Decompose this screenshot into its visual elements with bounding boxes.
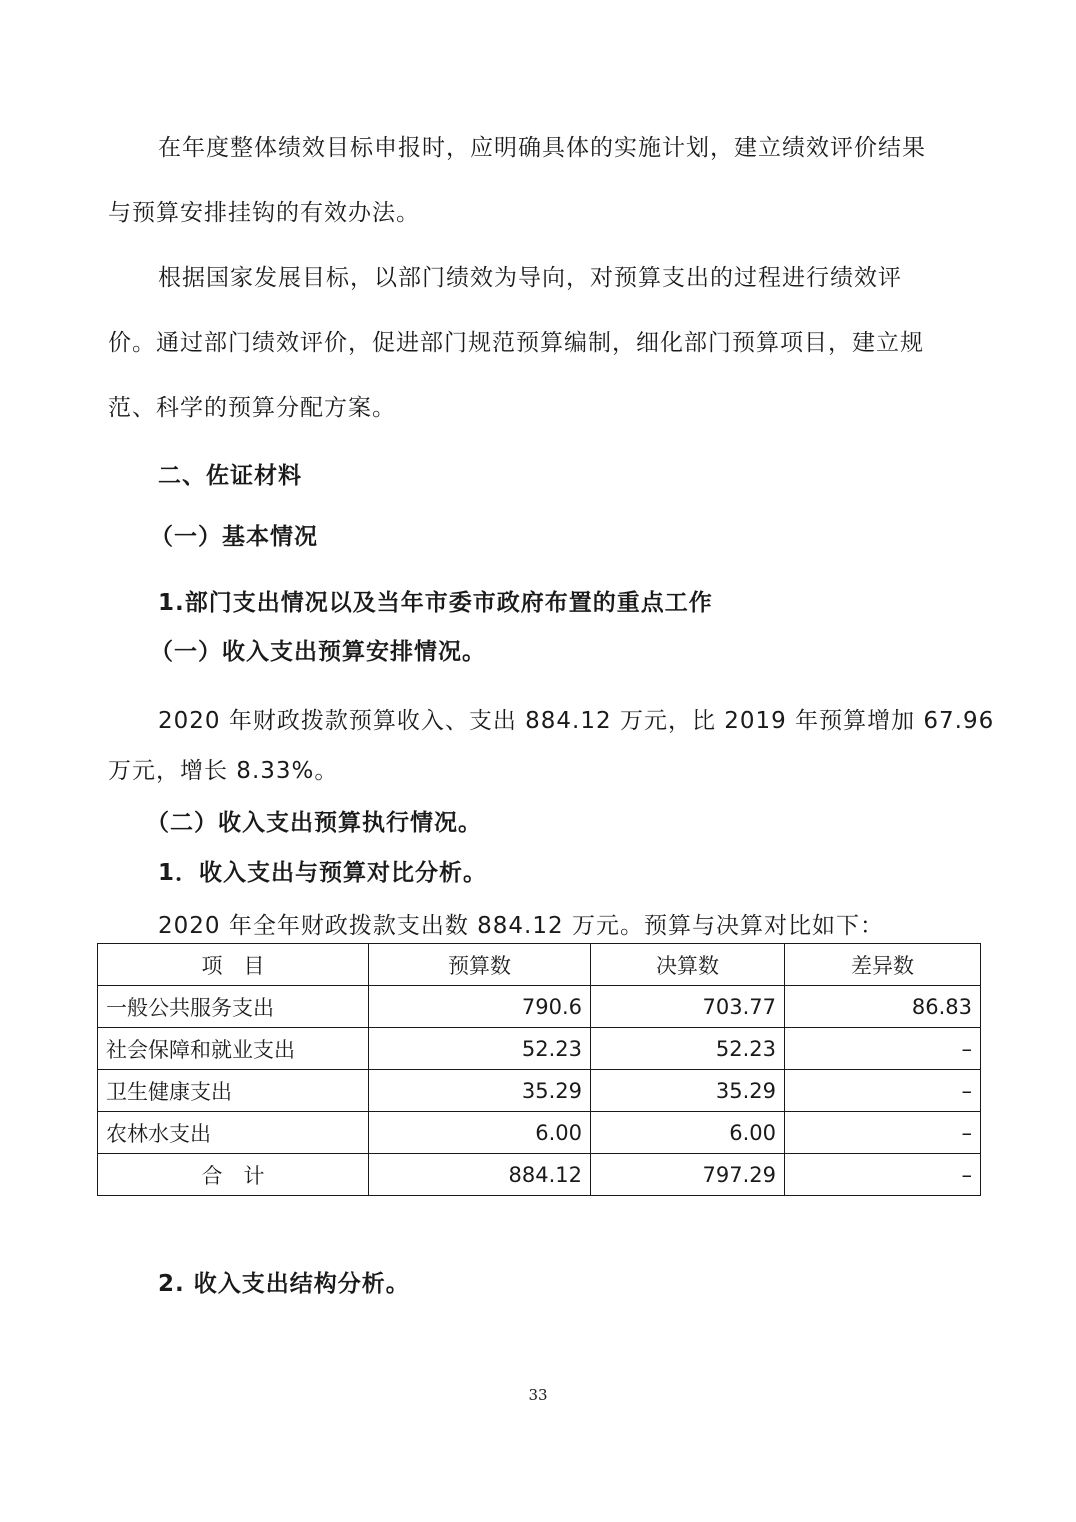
row-actual: 52.23 — [591, 1028, 785, 1070]
header-difference: 差异数 — [785, 944, 981, 986]
row-budget: 6.00 — [369, 1112, 591, 1154]
row-item: 农林水支出 — [98, 1112, 369, 1154]
paragraph-2-line-1: 根据国家发展目标，以部门绩效为导向，对预算支出的过程进行绩效评 — [158, 265, 902, 291]
subheading-basic-situation: （一）基本情况 — [150, 524, 318, 550]
table-row — [98, 1070, 981, 1112]
budget-comparison-table — [97, 943, 981, 1196]
row-actual: 6.00 — [591, 1112, 785, 1154]
total-budget: 884.12 — [369, 1154, 591, 1196]
row-budget: 35.29 — [369, 1070, 591, 1112]
paragraph-2-line-3: 范、科学的预算分配方案。 — [108, 395, 396, 421]
table-row — [98, 1112, 981, 1154]
total-label: 合 计 — [98, 1154, 369, 1196]
page-number: 33 — [528, 1386, 548, 1404]
header-item: 项 目 — [98, 944, 369, 986]
subheading-budget-arrangement: （一）收入支出预算安排情况。 — [150, 639, 486, 665]
table-intro: 2020 年全年财政拨款支出数 884.12 万元。预算与决算对比如下： — [158, 913, 884, 939]
subheading-structure-analysis: 2. 收入支出结构分析。 — [158, 1271, 410, 1297]
subheading-department-expenditure: 1.部门支出情况以及当年市委市政府布置的重点工作 — [158, 590, 713, 616]
row-difference: – — [785, 1028, 981, 1070]
paragraph-1-line-1: 在年度整体绩效目标申报时，应明确具体的实施计划，建立绩效评价结果 — [158, 135, 926, 161]
row-budget: 52.23 — [369, 1028, 591, 1070]
table-header-row — [98, 944, 981, 986]
paragraph-1-line-2: 与预算安排挂钩的有效办法。 — [108, 200, 420, 226]
table-row — [98, 1028, 981, 1070]
paragraph-2-line-2: 价。通过部门绩效评价，促进部门规范预算编制，细化部门预算项目，建立规 — [108, 330, 924, 356]
header-budget: 预算数 — [369, 944, 591, 986]
table-row — [98, 986, 981, 1028]
row-item: 卫生健康支出 — [98, 1070, 369, 1112]
total-actual: 797.29 — [591, 1154, 785, 1196]
row-actual: 35.29 — [591, 1070, 785, 1112]
table-total-row — [98, 1154, 981, 1196]
row-difference: 86.83 — [785, 986, 981, 1028]
row-difference: – — [785, 1070, 981, 1112]
row-budget: 790.6 — [369, 986, 591, 1028]
subheading-comparison-analysis: 1．收入支出与预算对比分析。 — [158, 860, 488, 886]
total-difference: – — [785, 1154, 981, 1196]
subheading-budget-execution: （二）收入支出预算执行情况。 — [146, 810, 482, 836]
row-item: 一般公共服务支出 — [98, 986, 369, 1028]
budget-text-line-2: 万元，增长 8.33%。 — [108, 758, 339, 784]
budget-text-line-1: 2020 年财政拨款预算收入、支出 884.12 万元，比 2019 年预算增加 67.96 — [158, 708, 995, 734]
row-difference: – — [785, 1112, 981, 1154]
row-item: 社会保障和就业支出 — [98, 1028, 369, 1070]
row-actual: 703.77 — [591, 986, 785, 1028]
header-actual: 决算数 — [591, 944, 785, 986]
section-heading-evidence: 二、佐证材料 — [158, 463, 302, 489]
